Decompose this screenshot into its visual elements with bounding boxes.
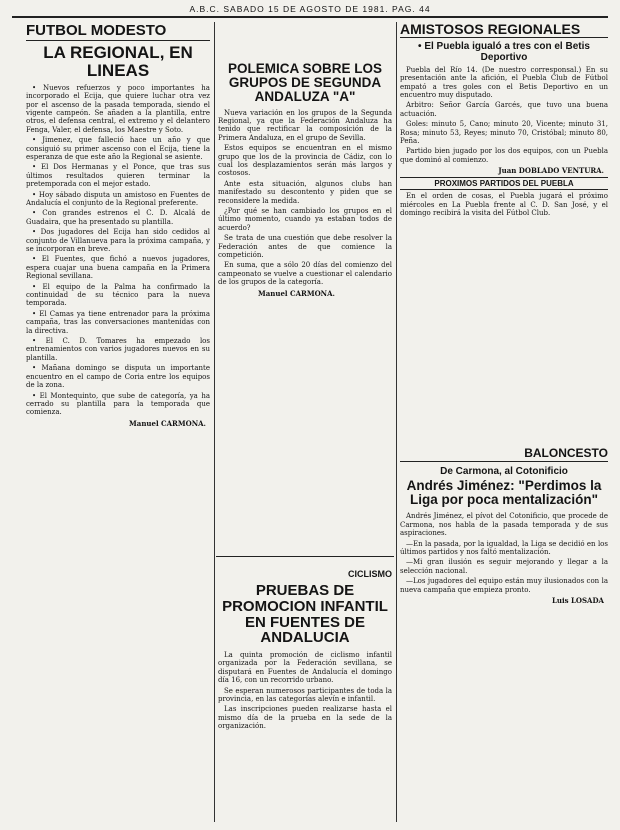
paragraph: • El Dos Hermanas y el Ponce, que tras sus últimos resultados quieren terminar la pretemporada con el mejor estado.: [26, 163, 210, 188]
section-tag: CICLISMO: [348, 569, 392, 579]
section-title: BALONCESTO: [400, 446, 608, 462]
subsection-title: PROXIMOS PARTIDOS DEL PUEBLA: [400, 177, 608, 190]
paragraph: ¿Por qué se han cambiado los grupos en el último momento, cuando ya estaban todos de acuerdo?: [218, 206, 392, 232]
paragraph: • Hoy sábado disputa un amistoso en Fuentes de Andalucía el conjunto de la Regional preferente.: [26, 191, 210, 208]
paragraph: Andrés Jiménez, el pívot del Cotonificio, que procede de Carmona, nos habla de la pasada temporada y de sus aspiraciones.: [400, 512, 608, 538]
article-subhead: • El Puebla igualó a tres con el Betis Deportivo: [400, 41, 608, 63]
paragraph: • Mañana domingo se disputa un importante encuentro en el campo de Coria entre los equipos de la zona.: [26, 364, 210, 389]
byline: Manuel CARMONA.: [258, 288, 335, 298]
header-rule: [12, 16, 608, 18]
byline: Juan DOBLADO VENTURA.: [498, 166, 604, 176]
paragraph: • Con grandes estrenos el C. D. Alcalá de Guadaira, que ha presentado su plantilla.: [26, 209, 210, 226]
paragraph: • El Montequinto, que sube de categoría, ya ha cerrado su plantilla para la temporada que comienza.: [26, 392, 210, 417]
paragraph: • Nuevos refuerzos y poco importantes ha incorporado el Ecija, que quiere luchar otra vez por el ascenso de la pasada temporada, siendo el vigente campeón. Se añaden a la plantilla, entre otros, el defensa central, el extremo y el delantero Fenga, Valer, el defensa, los Maestre y Soto.: [26, 84, 210, 134]
paragraph: Se esperan numerosos participantes de toda la provincia, en las categorías alevín e infantil.: [218, 686, 392, 704]
paragraph: —Mi gran ilusión es seguir mejorando y llegar a la selección nacional.: [400, 558, 608, 575]
paragraph: Arbitro: Señor García Garcés, que tuvo una buena actuación.: [400, 101, 608, 118]
paragraph: • El equipo de la Palma ha confirmado la continuidad de su técnico para la nueva temporada.: [26, 283, 210, 308]
paragraph: • Jimenez, que falleció hace un año y que consiguió su primer ascenso con el Ecija, tiene la esperanza de que este año la Regional se asiente.: [26, 136, 210, 161]
paragraph: • El C. D. Tomares ha empezado los entrenamientos con varios jugadores nuevos en su plantilla.: [26, 337, 210, 362]
byline: Luis LOSADA: [551, 596, 604, 605]
article-headline: Andrés Jiménez: "Perdimos la Liga por poca mentalización": [406, 478, 602, 508]
paragraph: Ante esta situación, algunos clubs han manifestado su descontento y piden que se reconsidere la medida.: [218, 179, 392, 205]
article-kicker: De Carmona, al Cotonificio: [440, 466, 568, 477]
paragraph: • Dos jugadores del Ecija han sido cedidos al conjunto de Villanueva para la próxima campaña, y se incorporan en breve.: [26, 228, 210, 253]
column-divider: [396, 22, 397, 822]
column-futbol-modesto: [26, 22, 210, 826]
column-amistosos: [400, 22, 608, 442]
paragraph: Nueva variación en los grupos de la Segunda Regional, ya que la Federación Andaluza ha tenido que rectificar la composición de la Primera Andaluza, en el grupo de Sevilla.: [218, 108, 392, 142]
page-header: A.B.C. SABADO 15 DE AGOSTO DE 1981. PAG. 44: [189, 4, 431, 14]
paragraph: Goles: minuto 5, Cano; minuto 20, Vicente; minuto 31, Rosa; minuto 53, Reyes; minuto 70, Cristóbal; minuto 80, Peña.: [400, 120, 608, 145]
paragraph: Las inscripciones pueden realizarse hasta el mismo día de la prueba en la sede de la organización.: [218, 705, 392, 731]
column-baloncesto: [400, 446, 608, 826]
article-headline: POLEMICA SOBRE LOS GRUPOS DE SEGUNDA ANDALUZA "A": [227, 62, 382, 105]
paragraph: Puebla del Río 14. (De nuestro corresponsal.) En su presentación ante la afición, el Puebla Club de Fútbol empató a tres goles con el Betis Deportivo en un encuentro muy disputado.: [400, 65, 608, 99]
paragraph: —En la pasada, por la igualdad, la Liga se decidió en los últimos partidos y nos faltó mentalización.: [400, 539, 608, 556]
paragraph: —Los jugadores del equipo están muy ilusionados con la nueva campaña que empieza pronto.: [400, 577, 608, 594]
article-headline: LA REGIONAL, EN LINEAS: [43, 43, 193, 80]
paragraph: Partido bien jugado por los dos equipos, con un Puebla que dominó al comienzo.: [400, 147, 608, 164]
article-headline: PRUEBAS DE PROMOCION INFANTIL EN FUENTES DE ANDALUCIA: [222, 582, 388, 647]
paragraph: • El Fuentes, que fichó a nuevos jugadores, espera cuajar una buena campaña en la Primera Regional sevillana.: [26, 255, 210, 280]
column-polemica: [218, 62, 392, 422]
section-title: AMISTOSOS REGIONALES: [400, 22, 608, 38]
paragraph: La quinta promoción de ciclismo infantil organizada por la Federación sevillana, se disputará en Fuentes de Andalucía el domingo día 16, con un recorrido urbano.: [218, 651, 392, 685]
section-title: FUTBOL MODESTO: [26, 22, 210, 41]
article-divider: [216, 556, 394, 557]
column-divider: [214, 22, 215, 822]
paragraph: Se trata de una cuestión que debe resolver la Federación antes de que comience la competición.: [218, 234, 392, 260]
paragraph: En suma, que a sólo 20 días del comienzo del campeonato se vuelve a cuestionar el calendario de los grupos de la categoría.: [218, 261, 392, 287]
paragraph: • El Camas ya tiene entrenador para la próxima campaña, tras las conversaciones mantenidas con la directiva.: [26, 310, 210, 335]
paragraph: Estos equipos se encuentran en el mismo grupo que los de la provincia de Cádiz, con lo cual los desplazamientos serán más largos y costosos.: [218, 144, 392, 178]
paragraph: En el orden de cosas, el Puebla jugará el próximo miércoles en La Puebla frente al C. D. San José, y el domingo recibirá la visita del Fútbol Club.: [400, 192, 608, 217]
byline: Manuel CARMONA.: [129, 418, 206, 428]
column-ciclismo: [218, 562, 392, 824]
